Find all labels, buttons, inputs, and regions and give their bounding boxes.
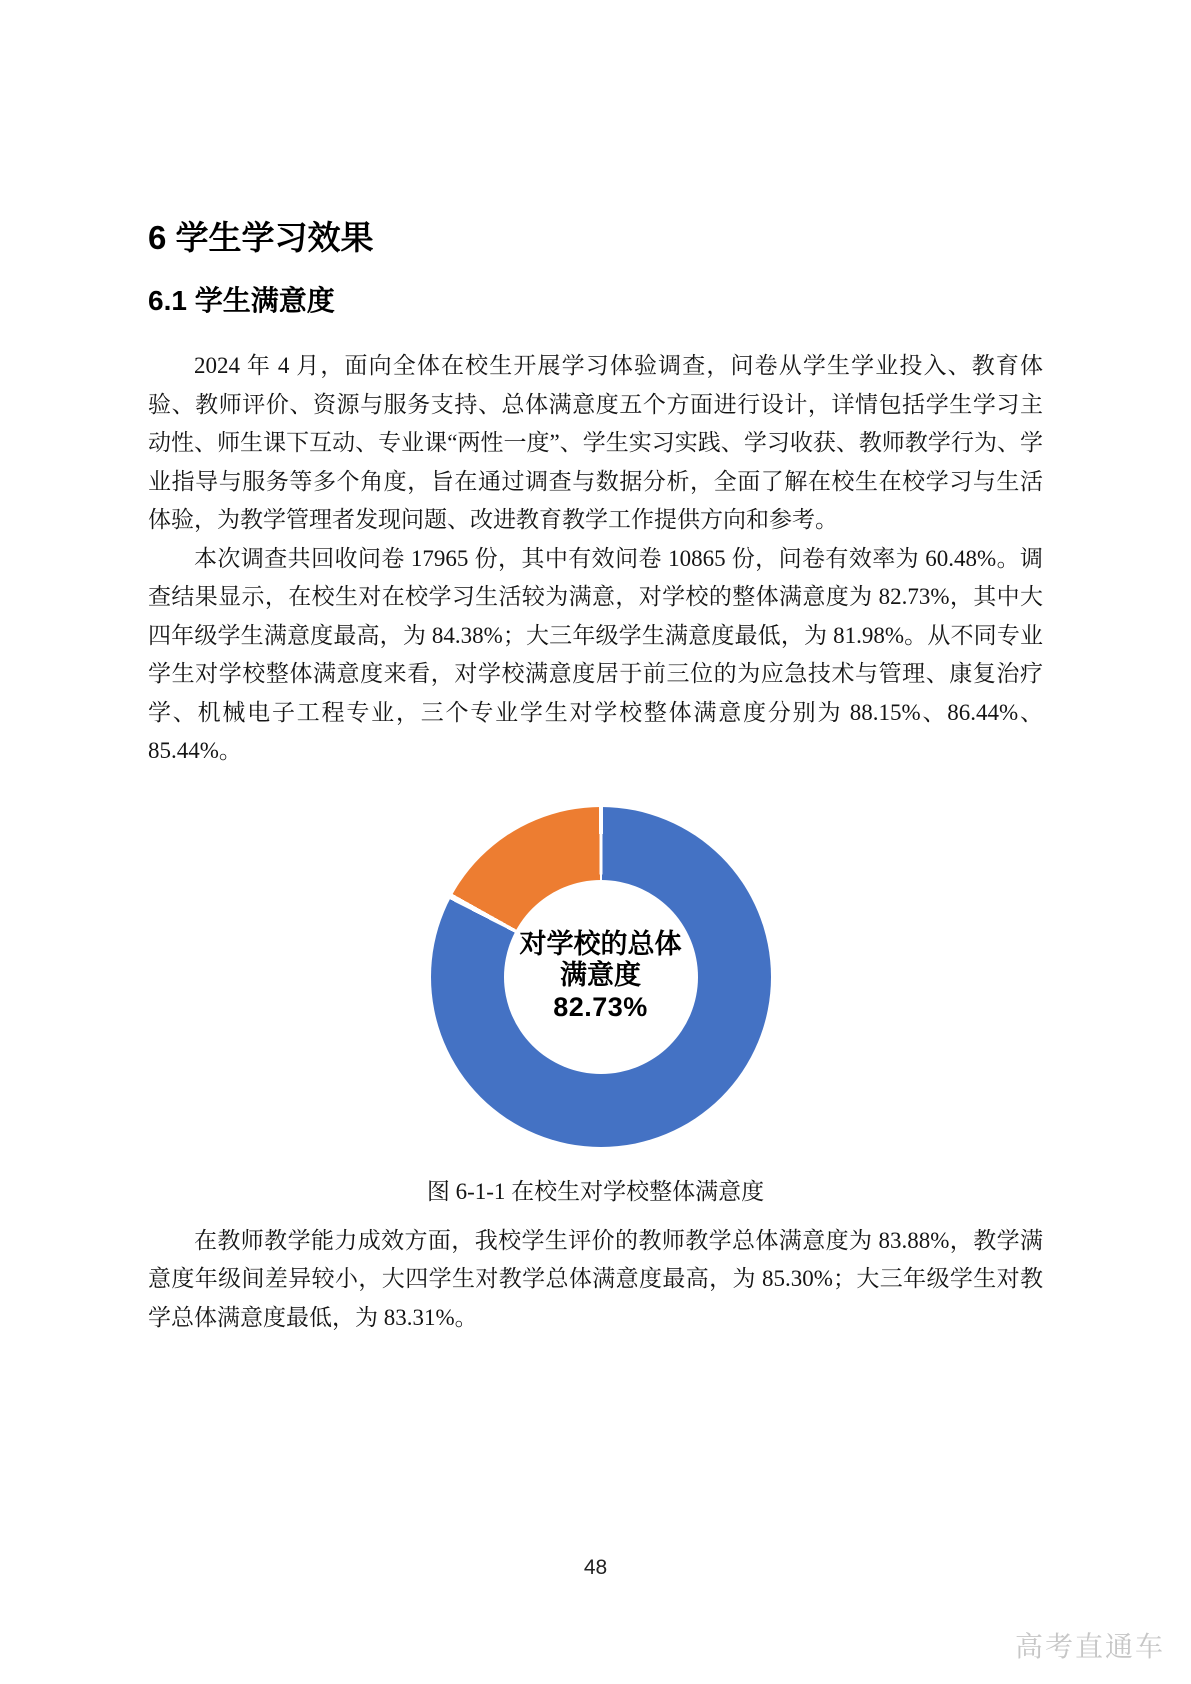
donut-chart — [431, 807, 771, 1147]
figure-caption: 图 6-1-1 在校生对学校整体满意度 — [426, 1178, 765, 1204]
paragraph-teaching-satisfaction: 在教师教学能力成效方面，我校学生评价的教师教学总体满意度为 83.88%，教学满意度年级间差异较小，大四学生对教学总体满意度最高，为 85.30%；大三年级学生对教学总体满意度最低，为 83.31%。 — [148, 1227, 1043, 1330]
section-heading: 6 学生学习效果 — [148, 219, 374, 256]
page-number: 48 — [583, 1556, 608, 1579]
watermark-text: 高考直通车 — [1014, 1631, 1165, 1662]
donut-center-label — [520, 929, 682, 1024]
donut-hole — [504, 880, 698, 1074]
figure-school-satisfaction — [148, 807, 1043, 1206]
donut-center-label-line2: 满意度 — [560, 960, 641, 991]
paragraph-survey-results: 本次调查共回收问卷 17965 份，其中有效问卷 10865 份，问卷有效率为 60.48%。调查结果显示，在校生对在校学习生活较为满意，对学校的整体满意度为 82.73%，其中大四年级学生满意度最高，为 84.38%；大三年级学生满意度最低，为 81.98%。从不同专业学生对学校整体满意度来看，对学校满意度居于前三位的为应急技术与管理、康复治疗学、机械电子工程专业，三个专业学生对学校整体满意度分别为 88.15%、86.44%、85.44%。 — [148, 545, 1043, 764]
subsection-heading: 6.1 学生满意度 — [148, 284, 335, 316]
paragraph-survey-design: 2024 年 4 月，面向全体在校生开展学习体验调查，问卷从学生学业投入、教育体验、教师评价、资源与服务支持、总体满意度五个方面进行设计，详情包括学生学习主动性、师生课下互动、专业课“两性一度”、学生实习实践、学习收获、教师教学行为、学业指导与服务等多个角度，旨在通过调查与数据分析，全面了解在校生在校学习与生活体验，为教学管理者发现问题、改进教育教学工作提供方向和参考。 — [148, 353, 1043, 533]
donut-center-label-line1: 对学校的总体 — [519, 929, 682, 960]
donut-center-value: 82.73% — [553, 992, 648, 1023]
